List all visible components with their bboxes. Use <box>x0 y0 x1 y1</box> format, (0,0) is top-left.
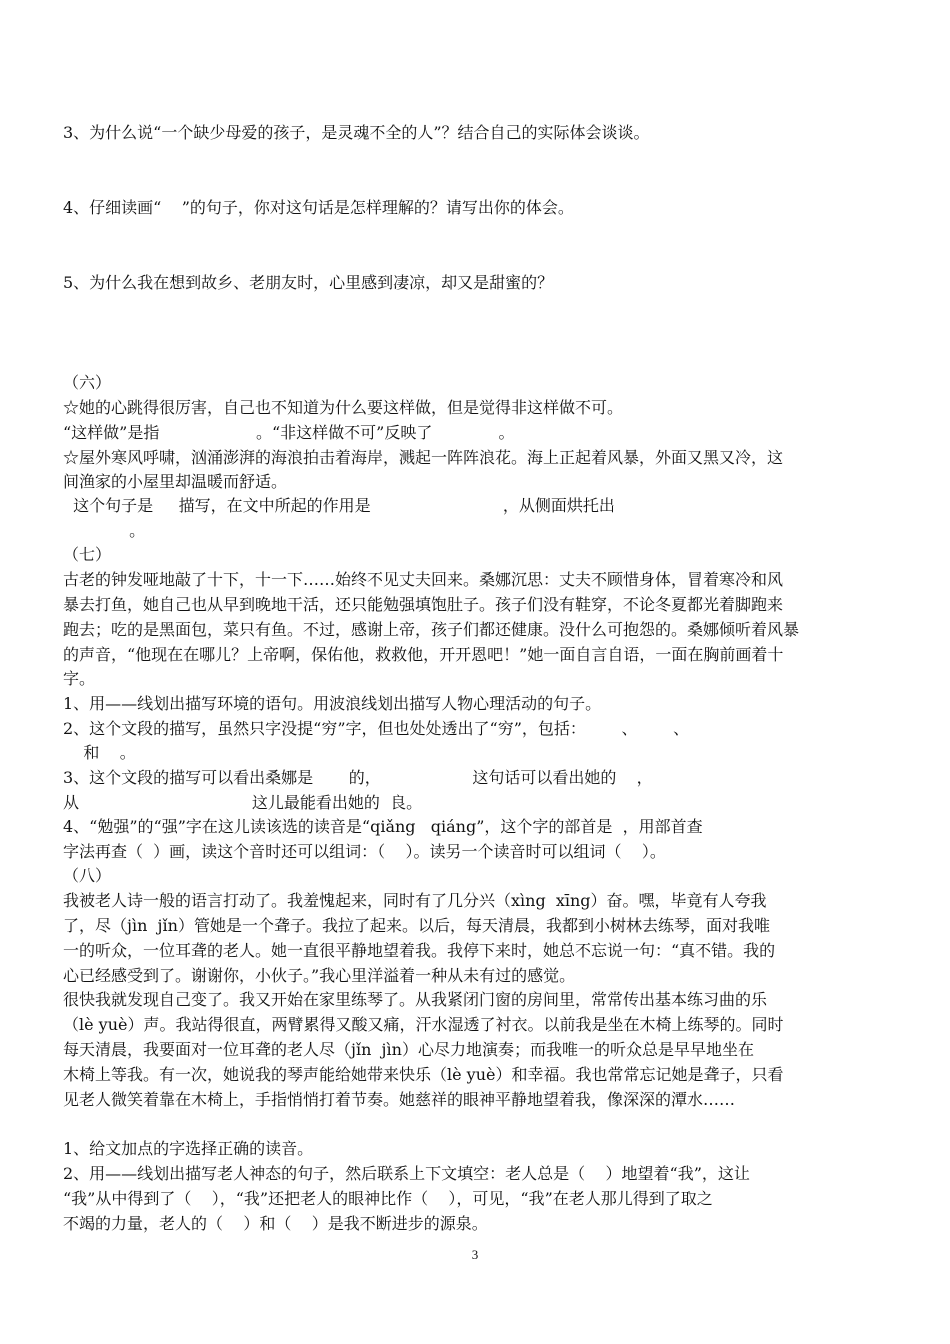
question-5: 5、为什么我在想到故乡、老朋友时，心里感到凄凉，却又是甜蜜的？ <box>63 273 554 292</box>
section-6-line: “这样做”是指 。“非这样做不可”反映了 。 <box>63 423 515 442</box>
section-7-question: 1、用——线划出描写环境的语句。用波浪线划出描写人物心理活动的句子。 <box>63 694 602 713</box>
section-7-question: 4、“勉强”的“强”字在这儿读该选的读音是“qiǎng qiáng”，这个字的部首是 ，用部首查 <box>63 817 703 836</box>
section-8-question: 1、给文加点的字选择正确的读音。 <box>63 1139 314 1158</box>
section-8-passage-line: 很快我就发现自己变了。我又开始在家里练琴了。从我紧闭门窗的房间里，常常传出基本练习曲的乐 <box>63 990 768 1009</box>
section-7-passage-line: 古老的钟发哑地敲了十下，十一下……始终不见丈夫回来。桑娜沉思：丈夫不顾惜身体，冒着寒冷和风 <box>63 570 784 589</box>
section-8-passage-line: 木椅上等我。有一次，她说我的琴声能给她带来快乐（lè yuè）和幸福。我也常常忘记她是聋子，只看 <box>63 1065 784 1084</box>
section-8-passage-line: 心已经感受到了。谢谢你，小伙子。”我心里洋溢着一种从未有过的感觉。 <box>63 966 576 985</box>
section-6-line: 这个句子是 描写，在文中所起的作用是 ，从侧面烘托出 <box>63 496 615 515</box>
section-7-question: 字法再查（ ）画，读这个音时还可以组词：（ ）。读另一个读音时可以组词（ ）。 <box>63 842 666 861</box>
section-6-heading: （六） <box>63 373 112 392</box>
section-8-heading: （八） <box>63 866 112 885</box>
section-7-passage-line: 跑去；吃的是黑面包，菜只有鱼。不过，感谢上帝，孩子们都还健康。没什么可抱怨的。桑娜倾听着风暴 <box>63 620 800 639</box>
page-number: 3 <box>471 1247 479 1262</box>
section-8-question: “我”从中得到了（ ），“我”还把老人的眼神比作（ ），可见，“我”在老人那儿得到了取之 <box>63 1189 713 1208</box>
section-7-passage-line: 暴去打鱼，她自己也从早到晚地干活，还只能勉强填饱肚子。孩子们没有鞋穿，不论冬夏都光着脚跑来 <box>63 595 784 614</box>
section-8-passage-line: 我被老人诗一般的语言打动了。我羞愧起来，同时有了几分兴（xìng xīng）奋。嘿，毕竟有人夸我 <box>63 891 767 910</box>
section-8-passage-line: （lè yuè）声。我站得很直，两臂累得又酸又痛，汗水湿透了衬衣。以前我是坐在木椅上练琴的。同时 <box>63 1015 784 1034</box>
section-7-question: 从 这儿最能看出她的 良。 <box>63 793 423 812</box>
section-8-passage-line: 每天清晨，我要面对一位耳聋的老人尽（jǐn jìn）心尽力地演奏；而我唯一的听众总是早早地坐在 <box>63 1040 754 1059</box>
section-6-line: ☆屋外寒风呼啸，汹涌澎湃的海浪拍击着海岸，溅起一阵阵浪花。海上正起着风暴，外面又黑又冷，这 <box>63 448 784 467</box>
section-6-line: 。 <box>63 521 146 540</box>
section-7-question: 和 。 <box>63 743 136 762</box>
section-8-question: 2、用——线划出描写老人神态的句子，然后联系上下文填空：老人总是（ ）地望着“我”，这让 <box>63 1164 750 1183</box>
section-8-passage-line: 了，尽（jìn jǐn）管她是一个聋子。我拉了起来。以后，每天清晨，我都到小树林去练琴，面对我唯 <box>63 916 770 935</box>
section-7-heading: （七） <box>63 545 112 564</box>
question-3: 3、为什么说“一个缺少母爱的孩子，是灵魂不全的人”？结合自己的实际体会谈谈。 <box>63 123 650 142</box>
question-4: 4、仔细读画“ ”的句子，你对这句话是怎样理解的？请写出你的体会。 <box>63 198 574 217</box>
section-6-line: 间渔家的小屋里却温暖而舒适。 <box>63 472 288 491</box>
section-8-passage-line: 见老人微笑着靠在木椅上，手指悄悄打着节奏。她慈祥的眼神平静地望着我，像深深的潭水…… <box>63 1090 736 1109</box>
section-7-question: 3、这个文段的描写可以看出桑娜是 的， 这句话可以看出她的 ， <box>63 768 653 787</box>
section-6-line: ☆她的心跳得很厉害，自己也不知道为什么要这样做，但是觉得非这样做不可。 <box>63 398 624 417</box>
section-7-passage-line: 字。 <box>63 669 96 688</box>
section-7-passage-line: 的声音，“他现在在哪儿？上帝啊，保佑他，救救他，开开恩吧！”她一面自言自语，一面在胸前画着十 <box>63 645 784 664</box>
section-8-question: 不竭的力量，老人的（ ）和（ ）是我不断进步的源泉。 <box>63 1214 488 1233</box>
section-7-question: 2、这个文段的描写，虽然只字没提“穷”字，但也处处透出了“穷”，包括： 、 、 <box>63 719 690 738</box>
section-8-passage-line: 一的听众，一位耳聋的老人。她一直很平静地望着我。我停下来时，她总不忘说一句：“真不错。我的 <box>63 941 776 960</box>
